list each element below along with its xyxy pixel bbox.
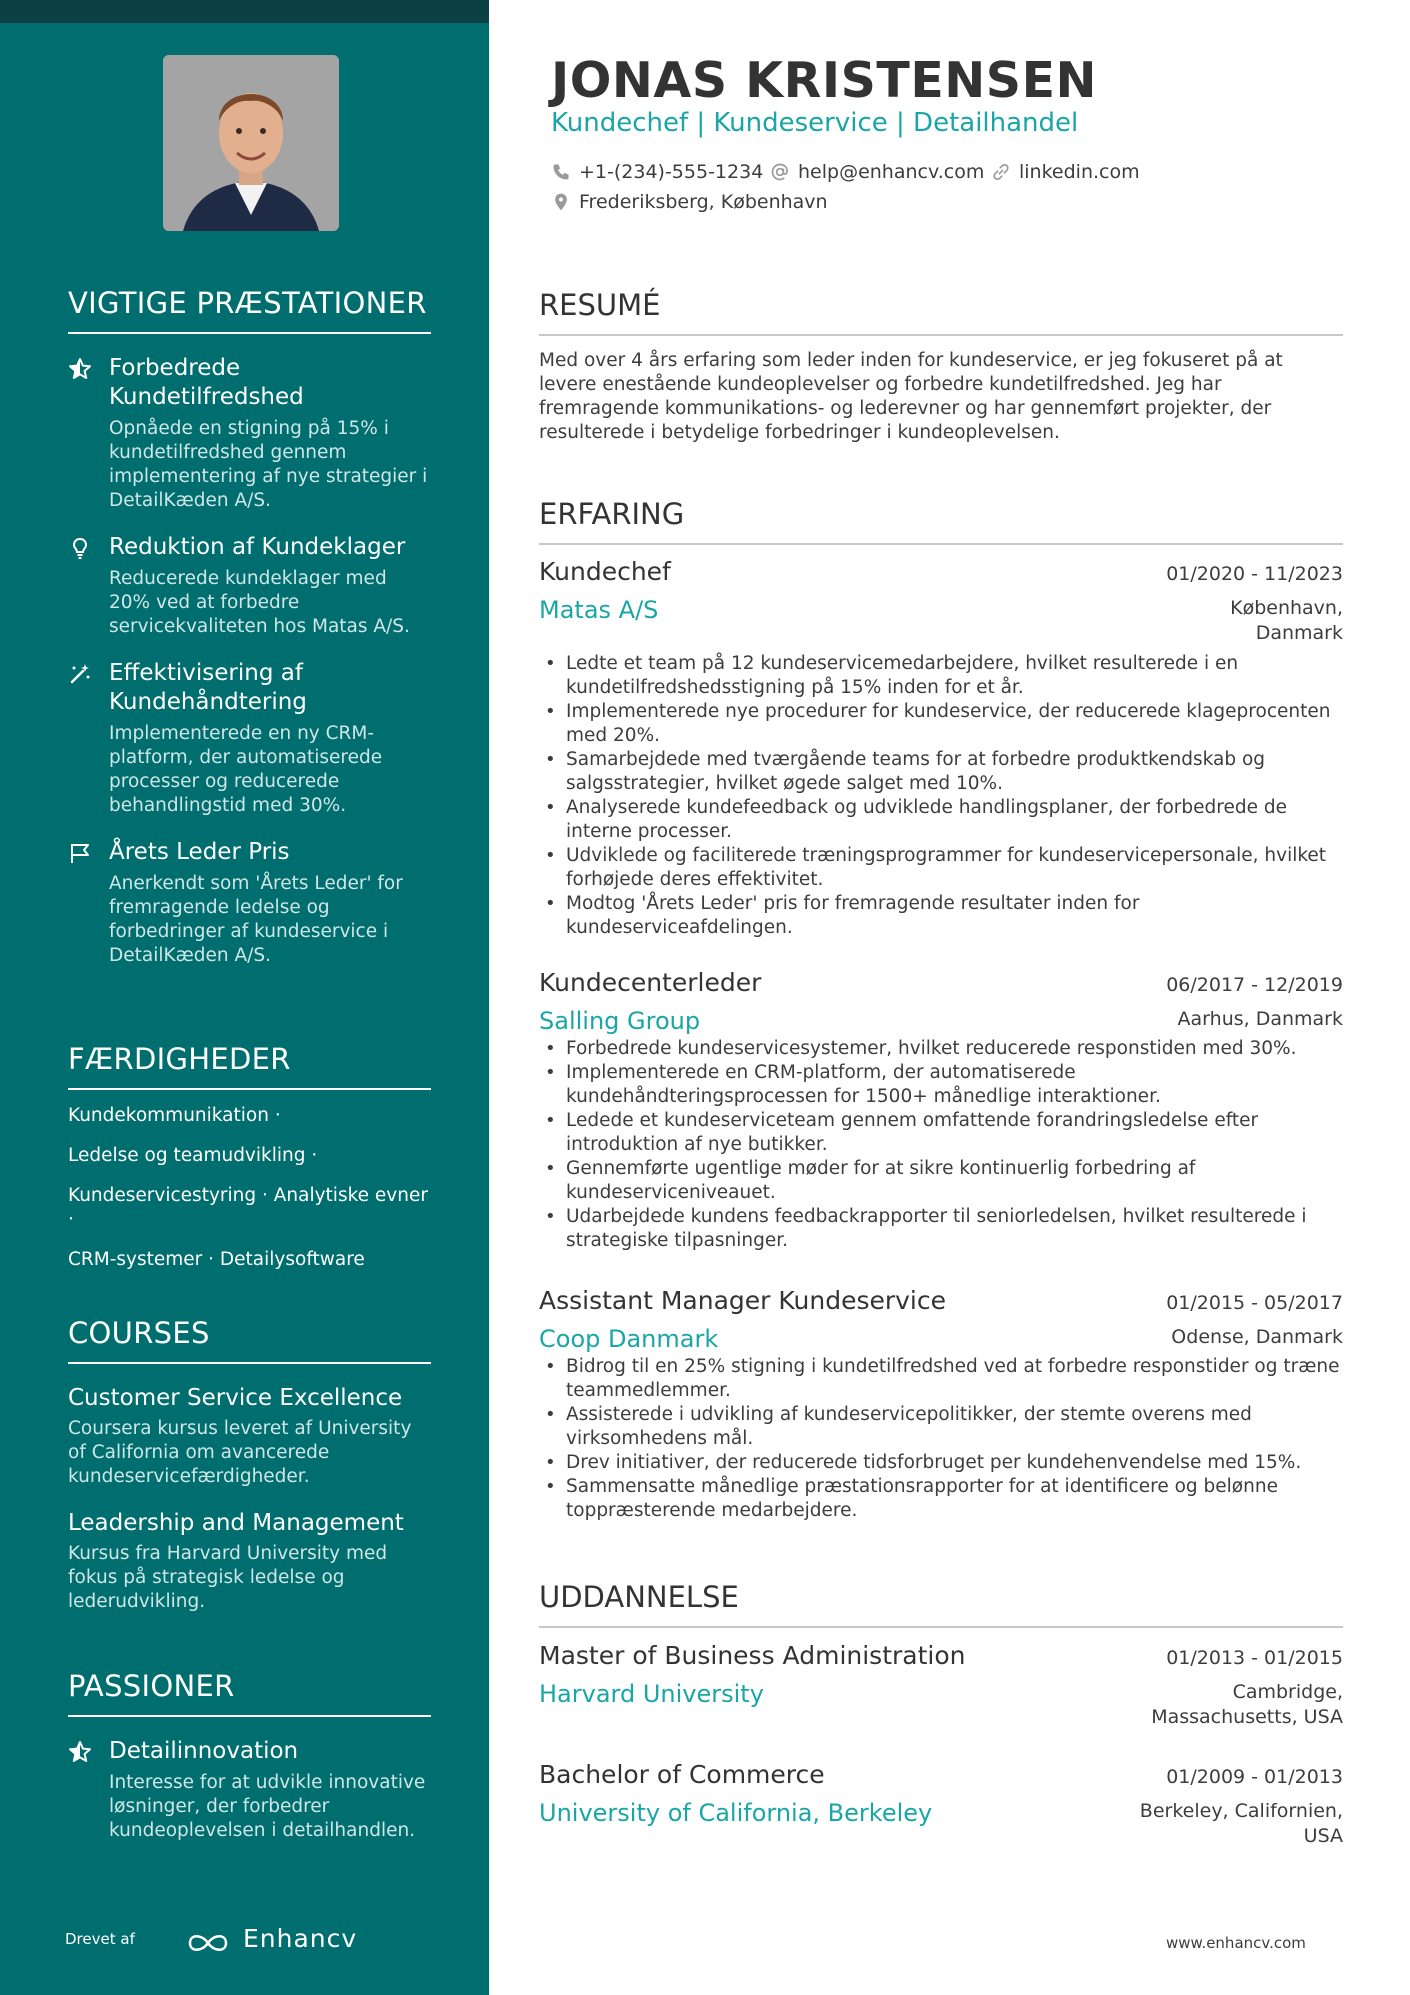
star-icon [68,357,92,381]
education-school: University of California, Berkeley [539,1799,933,1827]
course-desc: Coursera kursus leveret af University of California om avancerede kundeservicefærdigheder. [68,1418,412,1487]
enhancv-logo-icon [184,1930,232,1956]
job-entry [539,557,1343,940]
education-entry [539,1760,1343,1849]
passion-title: Detailinnovation [109,1738,299,1764]
at-icon [770,162,790,182]
job-entry [539,1286,1343,1523]
job-bullet: • Implementerede nye procedurer for kundeservice, der reducerede klageprocenten med 20%. [539,700,1343,748]
course-title: Leadership and Management [68,1510,404,1536]
education-school: Harvard University [539,1680,764,1708]
achievement-item [68,533,431,639]
education-degree: Master of Business Administration [539,1641,966,1670]
skill-line: Kundekommunikation · [68,1105,281,1126]
job-bullet: • Udarbejdede kundens feedbackrapporter til seniorledelsen, hvilket resulterede i strategiske tilpasninger. [539,1205,1343,1253]
education-entry [539,1641,1343,1730]
job-bullets [539,652,1343,940]
skills-heading: FÆRDIGHEDER [68,1042,431,1090]
wand-icon [68,662,92,686]
achievements-section [68,286,431,968]
phone-text[interactable]: +1-(234)-555-1234 [579,161,764,183]
achievement-item [68,659,431,818]
location-text: Frederiksberg, København [579,191,828,213]
achievement-item [68,354,431,513]
job-company: Matas A/S [539,596,659,624]
email-text[interactable]: help@enhancv.com [798,161,985,183]
experience-heading: ERFARING [539,497,1343,545]
summary-text: Med over 4 års erfaring som leder inden for kundeservice, er jeg fokuseret på at levere enestående kundeoplevelser og forbedre kundetilfredshed. Jeg har fremragende kommunikations- og lederevner og har gennemført projekter, der resulterede i betydelige forbedringer i kundeoplevelsen. [539,350,1283,443]
sidebar-top-bar [0,0,489,23]
job-location: Aarhus, Danmark [1177,1008,1343,1030]
achievement-item [68,838,431,968]
passion-item [68,1737,431,1843]
phone-icon [551,162,571,182]
job-company: Salling Group [539,1007,701,1035]
job-location: København, Danmark [1230,597,1343,644]
location-pin-icon [551,192,571,212]
education-heading: UDDANNELSE [539,1580,1343,1628]
job-bullets [539,1355,1343,1523]
enhancv-brand[interactable]: Enhancv [243,1924,358,1953]
job-bullet: • Bidrog til en 25% stigning i kundetilfredshed ved at forbedre responstider og træne teammedlemmer. [539,1355,1343,1403]
job-dates: 06/2017 - 12/2019 [1166,974,1343,996]
job-bullet: • Ledede et kundeserviceteam gennem omfattende forandringsledelse efter introduktion af nye butikker. [539,1109,1343,1157]
flag-icon [68,841,92,865]
lightbulb-icon [68,536,92,560]
star-icon [68,1740,92,1764]
skill-line: Ledelse og teamudvikling · [68,1145,318,1166]
course-title: Customer Service Excellence [68,1385,403,1411]
education-location: Berkeley, Californien, USA [1139,1800,1343,1847]
achievement-title: Reduktion af Kundeklager [109,534,406,560]
passion-desc: Interesse for at udvikle innovative løsninger, der forbedrer kundeoplevelsen i detailhandlen. [109,1772,426,1841]
job-bullet: • Samarbejdede med tværgående teams for at forbedre produktkendskab og salgsstrategier, hvilket øgede salget med 10%. [539,748,1343,796]
course-desc: Kursus fra Harvard University med fokus på strategisk ledelse og lederudvikling. [68,1543,388,1612]
footer-url[interactable]: www.enhancv.com [1166,1934,1306,1952]
linkedin-text[interactable]: linkedin.com [1019,161,1140,183]
sidebar [0,0,489,1995]
achievement-title: Årets Leder Pris [109,839,290,865]
job-bullet: • Drev initiativer, der reducerede tidsforbruget per kundehenvendelse med 15%. [539,1451,1343,1475]
link-icon [991,162,1011,182]
job-bullets [539,1037,1343,1253]
job-title: Assistant Manager Kundeservice [539,1286,947,1315]
achievement-desc: Reducerede kundeklager med 20% ved at forbedre servicekvaliteten hos Matas A/S. [109,568,410,637]
education-location: Cambridge, Massachusetts, USA [1151,1681,1343,1728]
course-item [68,1509,431,1614]
contact-location [551,191,828,213]
job-company: Coop Danmark [539,1325,719,1353]
education-degree: Bachelor of Commerce [539,1760,825,1789]
candidate-subtitle: Kundechef | Kundeservice | Detailhandel [551,108,1079,138]
job-bullet: • Udviklede og faciliterede træningsprogrammer for kundeservicepersonale, hvilket forhøjede deres effektivitet. [539,844,1343,892]
job-bullet: • Gennemførte ugentlige møder for at sikre kontinuerlig forbedring af kundeserviceniveauet. [539,1157,1343,1205]
candidate-name: JONAS KRISTENSEN [551,52,1098,109]
courses-section [68,1316,431,1614]
job-entry [539,968,1343,1253]
skill-line: CRM-systemer · Detailysoftware [68,1249,365,1270]
contact-phone [551,161,763,183]
courses-heading: COURSES [68,1316,431,1364]
job-title: Kundecenterleder [539,968,762,997]
achievement-desc: Implementerede en ny CRM-platform, der automatiserede processer og reducerede behandlingstid med 30%. [109,723,383,816]
contact-linkedin [991,161,1140,183]
skill-line: Kundeservicestyring · Analytiske evner · [68,1185,428,1230]
achievements-heading: VIGTIGE PRÆSTATIONER [68,286,431,334]
passions-heading: PASSIONER [68,1669,431,1717]
achievement-desc: Opnåede en stigning på 15% i kundetilfredshed gennem implementering af nye strategier i DetailKæden A/S. [109,418,428,511]
powered-by-label: Drevet af [65,1930,135,1948]
passions-section [68,1669,431,1843]
job-bullet: • Modtog 'Årets Leder' pris for fremragende resultater inden for kundeserviceafdelingen. [539,892,1343,940]
profile-photo [163,55,339,231]
job-bullet: • Sammensatte månedlige præstationsrapporter for at identificere og belønne toppræsterende medarbejdere. [539,1475,1343,1523]
education-dates: 01/2013 - 01/2015 [1166,1647,1343,1669]
summary-heading: RESUMÉ [539,288,1343,336]
education-dates: 01/2009 - 01/2013 [1166,1766,1343,1788]
job-bullet: • Assisterede i udvikling af kundeservicepolitikker, der stemte overens med virksomhedens mål. [539,1403,1343,1451]
achievement-title: Effektivisering af Kundehåndtering [109,660,307,715]
achievement-desc: Anerkendt som 'Årets Leder' for fremragende ledelse og forbedringer af kundeservice i DetailKæden A/S. [109,873,403,966]
job-bullet: • Ledte et team på 12 kundeservicemedarbejdere, hvilket resulterede i en kundetilfredshedsstigning på 15% inden for et år. [539,652,1343,700]
job-bullet: • Forbedrede kundeservicesystemer, hvilket reducerede responstiden med 30%. [539,1037,1343,1061]
job-dates: 01/2020 - 11/2023 [1166,563,1343,585]
job-bullet: • Implementerede en CRM-platform, der automatiserede kundehåndteringsprocessen for 1500+ månedlige interaktioner. [539,1061,1343,1109]
course-item [68,1384,431,1489]
skills-list [68,1104,431,1272]
achievement-title: Forbedrede Kundetilfredshed [109,355,304,410]
job-bullet: • Analyserede kundefeedback og udviklede handlingsplaner, der forbedrede de interne processer. [539,796,1343,844]
contact-email [770,161,984,183]
skills-section [68,1042,431,1272]
job-dates: 01/2015 - 05/2017 [1166,1292,1343,1314]
job-location: Odense, Danmark [1171,1326,1343,1348]
job-title: Kundechef [539,557,671,586]
